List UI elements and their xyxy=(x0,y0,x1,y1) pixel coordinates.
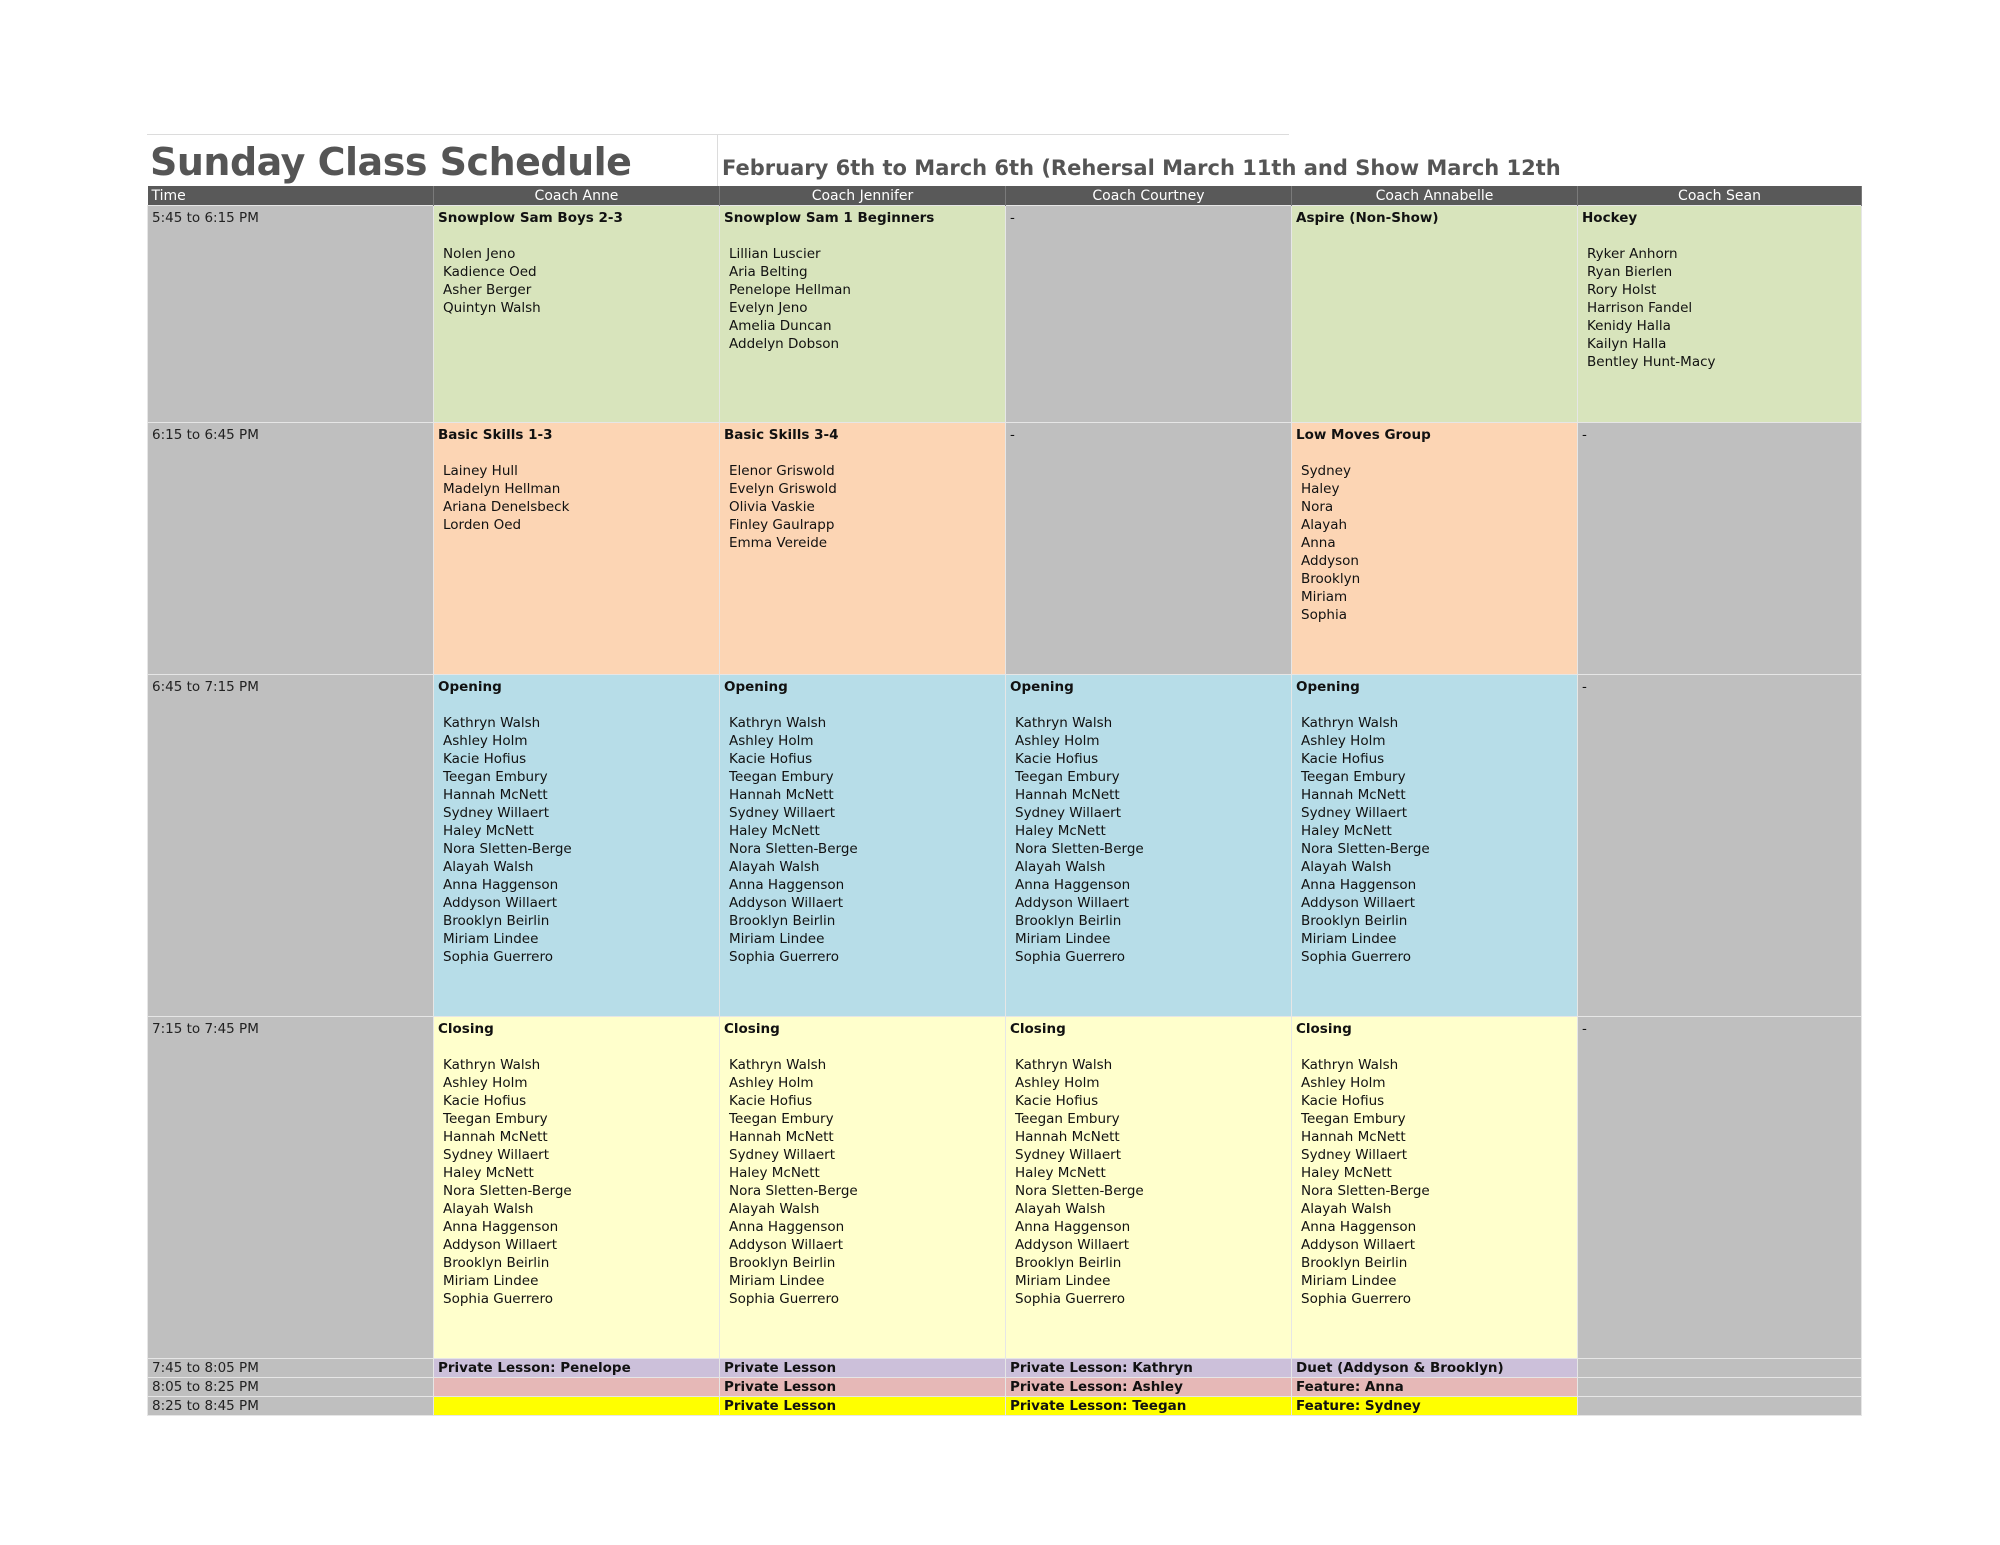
student-name: Alayah Walsh xyxy=(1015,1201,1106,1217)
student-name: Miriam Lindee xyxy=(443,1273,539,1289)
student-list xyxy=(438,1056,715,1308)
empty-dash: - xyxy=(1582,427,1587,443)
student-name: Miriam Lindee xyxy=(729,931,825,947)
table-row xyxy=(148,1017,1862,1359)
student-name: Kenidy Halla xyxy=(1587,318,1671,334)
class-cell xyxy=(434,675,720,1017)
student-name: Sydney Willaert xyxy=(1301,805,1407,821)
class-cell xyxy=(1292,675,1578,1017)
student-name: Teegan Embury xyxy=(729,769,834,785)
student-name: Sydney Willaert xyxy=(729,1147,835,1163)
student-name: Ashley Holm xyxy=(1301,733,1386,749)
student-name: Anna Haggenson xyxy=(729,877,845,893)
lesson-cell: Feature: Sydney xyxy=(1292,1397,1578,1416)
class-title: Low Moves Group xyxy=(1296,427,1431,443)
student-name: Brooklyn Beirlin xyxy=(729,1255,836,1271)
class-title: Closing xyxy=(1010,1021,1066,1037)
class-cell xyxy=(720,1017,1006,1359)
student-name: Nora Sletten-Berge xyxy=(1015,841,1144,857)
student-name: Miriam Lindee xyxy=(1015,1273,1111,1289)
student-list xyxy=(1296,714,1573,966)
student-name: Haley xyxy=(1301,481,1340,497)
student-name: Kacie Hofius xyxy=(1015,751,1099,767)
student-name: Anna xyxy=(1301,535,1336,551)
lesson-cell: Private Lesson xyxy=(720,1378,1006,1397)
student-name: Sophia Guerrero xyxy=(1015,1291,1125,1307)
header-coach-annabelle: Coach Annabelle xyxy=(1292,186,1578,206)
student-name: Aria Belting xyxy=(729,264,808,280)
student-name: Nora Sletten-Berge xyxy=(1301,1183,1430,1199)
student-name: Addyson Willaert xyxy=(443,895,557,911)
student-name: Sydney Willaert xyxy=(729,805,835,821)
student-name: Sydney Willaert xyxy=(1015,1147,1121,1163)
lesson-cell: Private Lesson: Penelope xyxy=(434,1359,720,1378)
student-name: Anna Haggenson xyxy=(1301,877,1417,893)
student-name: Brooklyn Beirlin xyxy=(1301,913,1408,929)
student-name: Sophia Guerrero xyxy=(1301,949,1411,965)
student-name: Alayah Walsh xyxy=(1301,859,1392,875)
student-name: Miriam Lindee xyxy=(443,931,539,947)
lesson-cell: Private Lesson xyxy=(720,1397,1006,1416)
student-name: Haley McNett xyxy=(1301,823,1392,839)
student-list xyxy=(724,462,1001,552)
class-title: Closing xyxy=(1296,1021,1352,1037)
student-name: Anna Haggenson xyxy=(729,1219,845,1235)
student-name: Kacie Hofius xyxy=(1301,751,1385,767)
student-name: Evelyn Griswold xyxy=(729,481,837,497)
student-name: Brooklyn Beirlin xyxy=(1301,1255,1408,1271)
lesson-cell: Feature: Anna xyxy=(1292,1378,1578,1397)
student-name: Brooklyn Beirlin xyxy=(443,1255,550,1271)
student-name: Alayah Walsh xyxy=(729,859,820,875)
class-title: Closing xyxy=(438,1021,494,1037)
lesson-cell xyxy=(1578,1378,1862,1397)
student-list xyxy=(1010,714,1287,966)
student-name: Nora Sletten-Berge xyxy=(443,1183,572,1199)
student-name: Elenor Griswold xyxy=(729,463,835,479)
student-name: Sophia Guerrero xyxy=(443,949,553,965)
class-cell xyxy=(720,423,1006,675)
student-name: Haley McNett xyxy=(1015,1165,1106,1181)
page-title: Sunday Class Schedule xyxy=(150,140,632,184)
student-name: Kathryn Walsh xyxy=(443,1057,541,1073)
student-name: Evelyn Jeno xyxy=(729,300,808,316)
student-name: Finley Gaulrapp xyxy=(729,517,835,533)
table-row xyxy=(148,206,1862,423)
class-title: Opening xyxy=(724,679,788,695)
student-name: Teegan Embury xyxy=(443,769,548,785)
class-title: Basic Skills 3-4 xyxy=(724,427,839,443)
date-range-subtitle: February 6th to March 6th (Rehersal March 11th and Show March 12th xyxy=(722,156,1561,180)
student-name: Sydney Willaert xyxy=(1301,1147,1407,1163)
lesson-cell xyxy=(434,1378,720,1397)
lesson-cell: Private Lesson: Teegan xyxy=(1006,1397,1292,1416)
student-name: Kathryn Walsh xyxy=(729,715,827,731)
student-name: Anna Haggenson xyxy=(1301,1219,1417,1235)
student-name: Kathryn Walsh xyxy=(1301,1057,1399,1073)
student-name: Emma Vereide xyxy=(729,535,828,551)
student-name: Amelia Duncan xyxy=(729,318,832,334)
lesson-row xyxy=(148,1397,1862,1416)
title-row xyxy=(147,134,1861,186)
table-row xyxy=(148,423,1862,675)
student-name: Miriam xyxy=(1301,589,1348,605)
student-name: Ashley Holm xyxy=(1301,1075,1386,1091)
student-name: Nora Sletten-Berge xyxy=(443,841,572,857)
student-name: Addelyn Dobson xyxy=(729,336,840,352)
lesson-cell: Private Lesson: Kathryn xyxy=(1006,1359,1292,1378)
time-slot: 5:45 to 6:15 PM xyxy=(148,206,434,423)
student-list xyxy=(438,462,715,534)
student-name: Miriam Lindee xyxy=(1301,1273,1397,1289)
student-name: Hannah McNett xyxy=(443,787,548,803)
student-name: Addyson Willaert xyxy=(729,1237,843,1253)
student-name: Addyson Willaert xyxy=(443,1237,557,1253)
student-name: Bentley Hunt-Macy xyxy=(1587,354,1716,370)
student-name: Kacie Hofius xyxy=(1301,1093,1385,1109)
student-name: Lorden Oed xyxy=(443,517,522,533)
student-list xyxy=(724,1056,1001,1308)
student-name: Anna Haggenson xyxy=(1015,1219,1131,1235)
student-name: Sophia Guerrero xyxy=(729,1291,839,1307)
student-name: Sophia Guerrero xyxy=(729,949,839,965)
student-name: Kathryn Walsh xyxy=(729,1057,827,1073)
class-title: Closing xyxy=(724,1021,780,1037)
student-name: Haley McNett xyxy=(443,823,534,839)
class-title: Opening xyxy=(1010,679,1074,695)
student-name: Hannah McNett xyxy=(729,787,834,803)
student-name: Ariana Denelsbeck xyxy=(443,499,570,515)
empty-dash: - xyxy=(1010,427,1015,443)
student-name: Alayah Walsh xyxy=(1015,859,1106,875)
schedule-table xyxy=(147,186,1862,1416)
table-row xyxy=(148,675,1862,1017)
class-cell xyxy=(1006,1017,1292,1359)
student-name: Haley McNett xyxy=(1301,1165,1392,1181)
student-name: Teegan Embury xyxy=(729,1111,834,1127)
student-name: Lainey Hull xyxy=(443,463,518,479)
student-name: Sydney Willaert xyxy=(1015,805,1121,821)
student-name: Teegan Embury xyxy=(1301,1111,1406,1127)
empty-dash: - xyxy=(1582,1021,1587,1037)
student-name: Teegan Embury xyxy=(1015,769,1120,785)
lesson-cell: Private Lesson: Ashley xyxy=(1006,1378,1292,1397)
student-name: Alayah Walsh xyxy=(729,1201,820,1217)
student-list xyxy=(724,245,1001,353)
class-title: Hockey xyxy=(1582,210,1638,226)
student-list xyxy=(1010,1056,1287,1308)
student-name: Ashley Holm xyxy=(1015,733,1100,749)
time-slot: 8:25 to 8:45 PM xyxy=(148,1397,434,1416)
student-name: Rory Holst xyxy=(1587,282,1657,298)
lesson-cell xyxy=(434,1397,720,1416)
student-name: Madelyn Hellman xyxy=(443,481,561,497)
student-name: Haley McNett xyxy=(1015,823,1106,839)
header-time: Time xyxy=(148,186,434,206)
student-name: Kailyn Halla xyxy=(1587,336,1667,352)
schedule-sheet xyxy=(147,134,1861,1416)
class-title: Basic Skills 1-3 xyxy=(438,427,553,443)
class-title: Snowplow Sam Boys 2-3 xyxy=(438,210,623,226)
student-name: Olivia Vaskie xyxy=(729,499,815,515)
student-name: Quintyn Walsh xyxy=(443,300,541,316)
student-name: Teegan Embury xyxy=(1301,769,1406,785)
class-cell xyxy=(1292,423,1578,675)
student-name: Sydney xyxy=(1301,463,1351,479)
class-cell xyxy=(1578,423,1862,675)
student-name: Sophia Guerrero xyxy=(1015,949,1125,965)
student-name: Kathryn Walsh xyxy=(443,715,541,731)
student-name: Alayah xyxy=(1301,517,1348,533)
student-name: Haley McNett xyxy=(729,823,820,839)
student-name: Nora Sletten-Berge xyxy=(729,841,858,857)
class-cell xyxy=(434,206,720,423)
student-name: Addyson Willaert xyxy=(1015,1237,1129,1253)
empty-dash: - xyxy=(1010,210,1015,226)
student-name: Teegan Embury xyxy=(443,1111,548,1127)
time-slot: 8:05 to 8:25 PM xyxy=(148,1378,434,1397)
student-list xyxy=(438,714,715,966)
title-top-rule xyxy=(147,134,1289,135)
student-name: Haley McNett xyxy=(443,1165,534,1181)
student-name: Addyson Willaert xyxy=(1015,895,1129,911)
student-name: Sophia Guerrero xyxy=(443,1291,553,1307)
student-name: Hannah McNett xyxy=(1301,1129,1406,1145)
student-name: Harrison Fandel xyxy=(1587,300,1693,316)
student-name: Kacie Hofius xyxy=(729,1093,813,1109)
student-name: Anna Haggenson xyxy=(443,1219,559,1235)
student-name: Hannah McNett xyxy=(1015,787,1120,803)
student-name: Kacie Hofius xyxy=(443,751,527,767)
student-name: Brooklyn Beirlin xyxy=(729,913,836,929)
class-cell xyxy=(434,1017,720,1359)
class-cell xyxy=(1292,1017,1578,1359)
class-cell xyxy=(720,206,1006,423)
time-slot: 7:45 to 8:05 PM xyxy=(148,1359,434,1378)
student-name: Brooklyn Beirlin xyxy=(443,913,550,929)
student-list xyxy=(1582,245,1857,371)
student-name: Ryker Anhorn xyxy=(1587,246,1678,262)
student-name: Hannah McNett xyxy=(729,1129,834,1145)
student-name: Ashley Holm xyxy=(443,733,528,749)
student-name: Asher Berger xyxy=(443,282,532,298)
class-cell xyxy=(1292,206,1578,423)
student-name: Anna Haggenson xyxy=(1015,877,1131,893)
student-name: Anna Haggenson xyxy=(443,877,559,893)
student-name: Nora Sletten-Berge xyxy=(1301,841,1430,857)
student-name: Kadience Oed xyxy=(443,264,537,280)
student-name: Nora Sletten-Berge xyxy=(729,1183,858,1199)
student-name: Miriam Lindee xyxy=(1015,931,1111,947)
student-list xyxy=(1296,1056,1573,1308)
student-name: Hannah McNett xyxy=(1015,1129,1120,1145)
header-coach-anne: Coach Anne xyxy=(434,186,720,206)
student-name: Lillian Luscier xyxy=(729,246,821,262)
class-cell xyxy=(1578,1017,1862,1359)
student-name: Miriam Lindee xyxy=(729,1273,825,1289)
header-coach-courtney: Coach Courtney xyxy=(1006,186,1292,206)
student-name: Penelope Hellman xyxy=(729,282,851,298)
header-row xyxy=(148,186,1862,206)
student-name: Sophia Guerrero xyxy=(1301,1291,1411,1307)
schedule-body xyxy=(148,206,1862,1416)
student-name: Kacie Hofius xyxy=(443,1093,527,1109)
student-name: Nora xyxy=(1301,499,1334,515)
class-cell xyxy=(720,675,1006,1017)
header-coach-jennifer: Coach Jennifer xyxy=(720,186,1006,206)
class-title: Opening xyxy=(1296,679,1360,695)
student-name: Kathryn Walsh xyxy=(1015,715,1113,731)
class-cell xyxy=(1578,675,1862,1017)
lesson-cell xyxy=(1578,1359,1862,1378)
student-name: Nora Sletten-Berge xyxy=(1015,1183,1144,1199)
student-name: Ashley Holm xyxy=(1015,1075,1100,1091)
student-list xyxy=(724,714,1001,966)
student-name: Brooklyn Beirlin xyxy=(1015,913,1122,929)
time-slot: 7:15 to 7:45 PM xyxy=(148,1017,434,1359)
student-name: Sydney Willaert xyxy=(443,805,549,821)
time-slot: 6:15 to 6:45 PM xyxy=(148,423,434,675)
lesson-cell xyxy=(1578,1397,1862,1416)
title-divider xyxy=(717,134,718,186)
student-name: Alayah Walsh xyxy=(443,1201,534,1217)
student-name: Ashley Holm xyxy=(443,1075,528,1091)
student-name: Kathryn Walsh xyxy=(1015,1057,1113,1073)
student-name: Miriam Lindee xyxy=(1301,931,1397,947)
lesson-row xyxy=(148,1378,1862,1397)
student-name: Addyson Willaert xyxy=(1301,895,1415,911)
student-name: Kacie Hofius xyxy=(1015,1093,1099,1109)
header-coach-sean: Coach Sean xyxy=(1578,186,1862,206)
student-name: Alayah Walsh xyxy=(443,859,534,875)
student-name: Sydney Willaert xyxy=(443,1147,549,1163)
student-name: Addyson Willaert xyxy=(1301,1237,1415,1253)
student-name: Ryan Bierlen xyxy=(1587,264,1673,280)
lesson-cell: Private Lesson xyxy=(720,1359,1006,1378)
class-title: Aspire (Non-Show) xyxy=(1296,210,1439,226)
student-name: Ashley Holm xyxy=(729,1075,814,1091)
student-list xyxy=(438,245,715,317)
class-cell xyxy=(434,423,720,675)
student-name: Haley McNett xyxy=(729,1165,820,1181)
class-cell xyxy=(1006,423,1292,675)
class-cell xyxy=(1578,206,1862,423)
time-slot: 6:45 to 7:15 PM xyxy=(148,675,434,1017)
student-name: Teegan Embury xyxy=(1015,1111,1120,1127)
student-name: Kathryn Walsh xyxy=(1301,715,1399,731)
lesson-row xyxy=(148,1359,1862,1378)
student-name: Nolen Jeno xyxy=(443,246,516,262)
student-name: Addyson xyxy=(1301,553,1359,569)
student-name: Hannah McNett xyxy=(443,1129,548,1145)
lesson-cell: Duet (Addyson & Brooklyn) xyxy=(1292,1359,1578,1378)
student-name: Brooklyn Beirlin xyxy=(1015,1255,1122,1271)
student-name: Addyson Willaert xyxy=(729,895,843,911)
class-cell xyxy=(1006,675,1292,1017)
student-name: Brooklyn xyxy=(1301,571,1361,587)
student-name: Kacie Hofius xyxy=(729,751,813,767)
empty-dash: - xyxy=(1582,679,1587,695)
student-name: Alayah Walsh xyxy=(1301,1201,1392,1217)
student-list xyxy=(1296,462,1573,624)
class-title: Opening xyxy=(438,679,502,695)
student-name: Ashley Holm xyxy=(729,733,814,749)
student-name: Sophia xyxy=(1301,607,1347,623)
class-cell xyxy=(1006,206,1292,423)
student-name: Hannah McNett xyxy=(1301,787,1406,803)
class-title: Snowplow Sam 1 Beginners xyxy=(724,210,935,226)
